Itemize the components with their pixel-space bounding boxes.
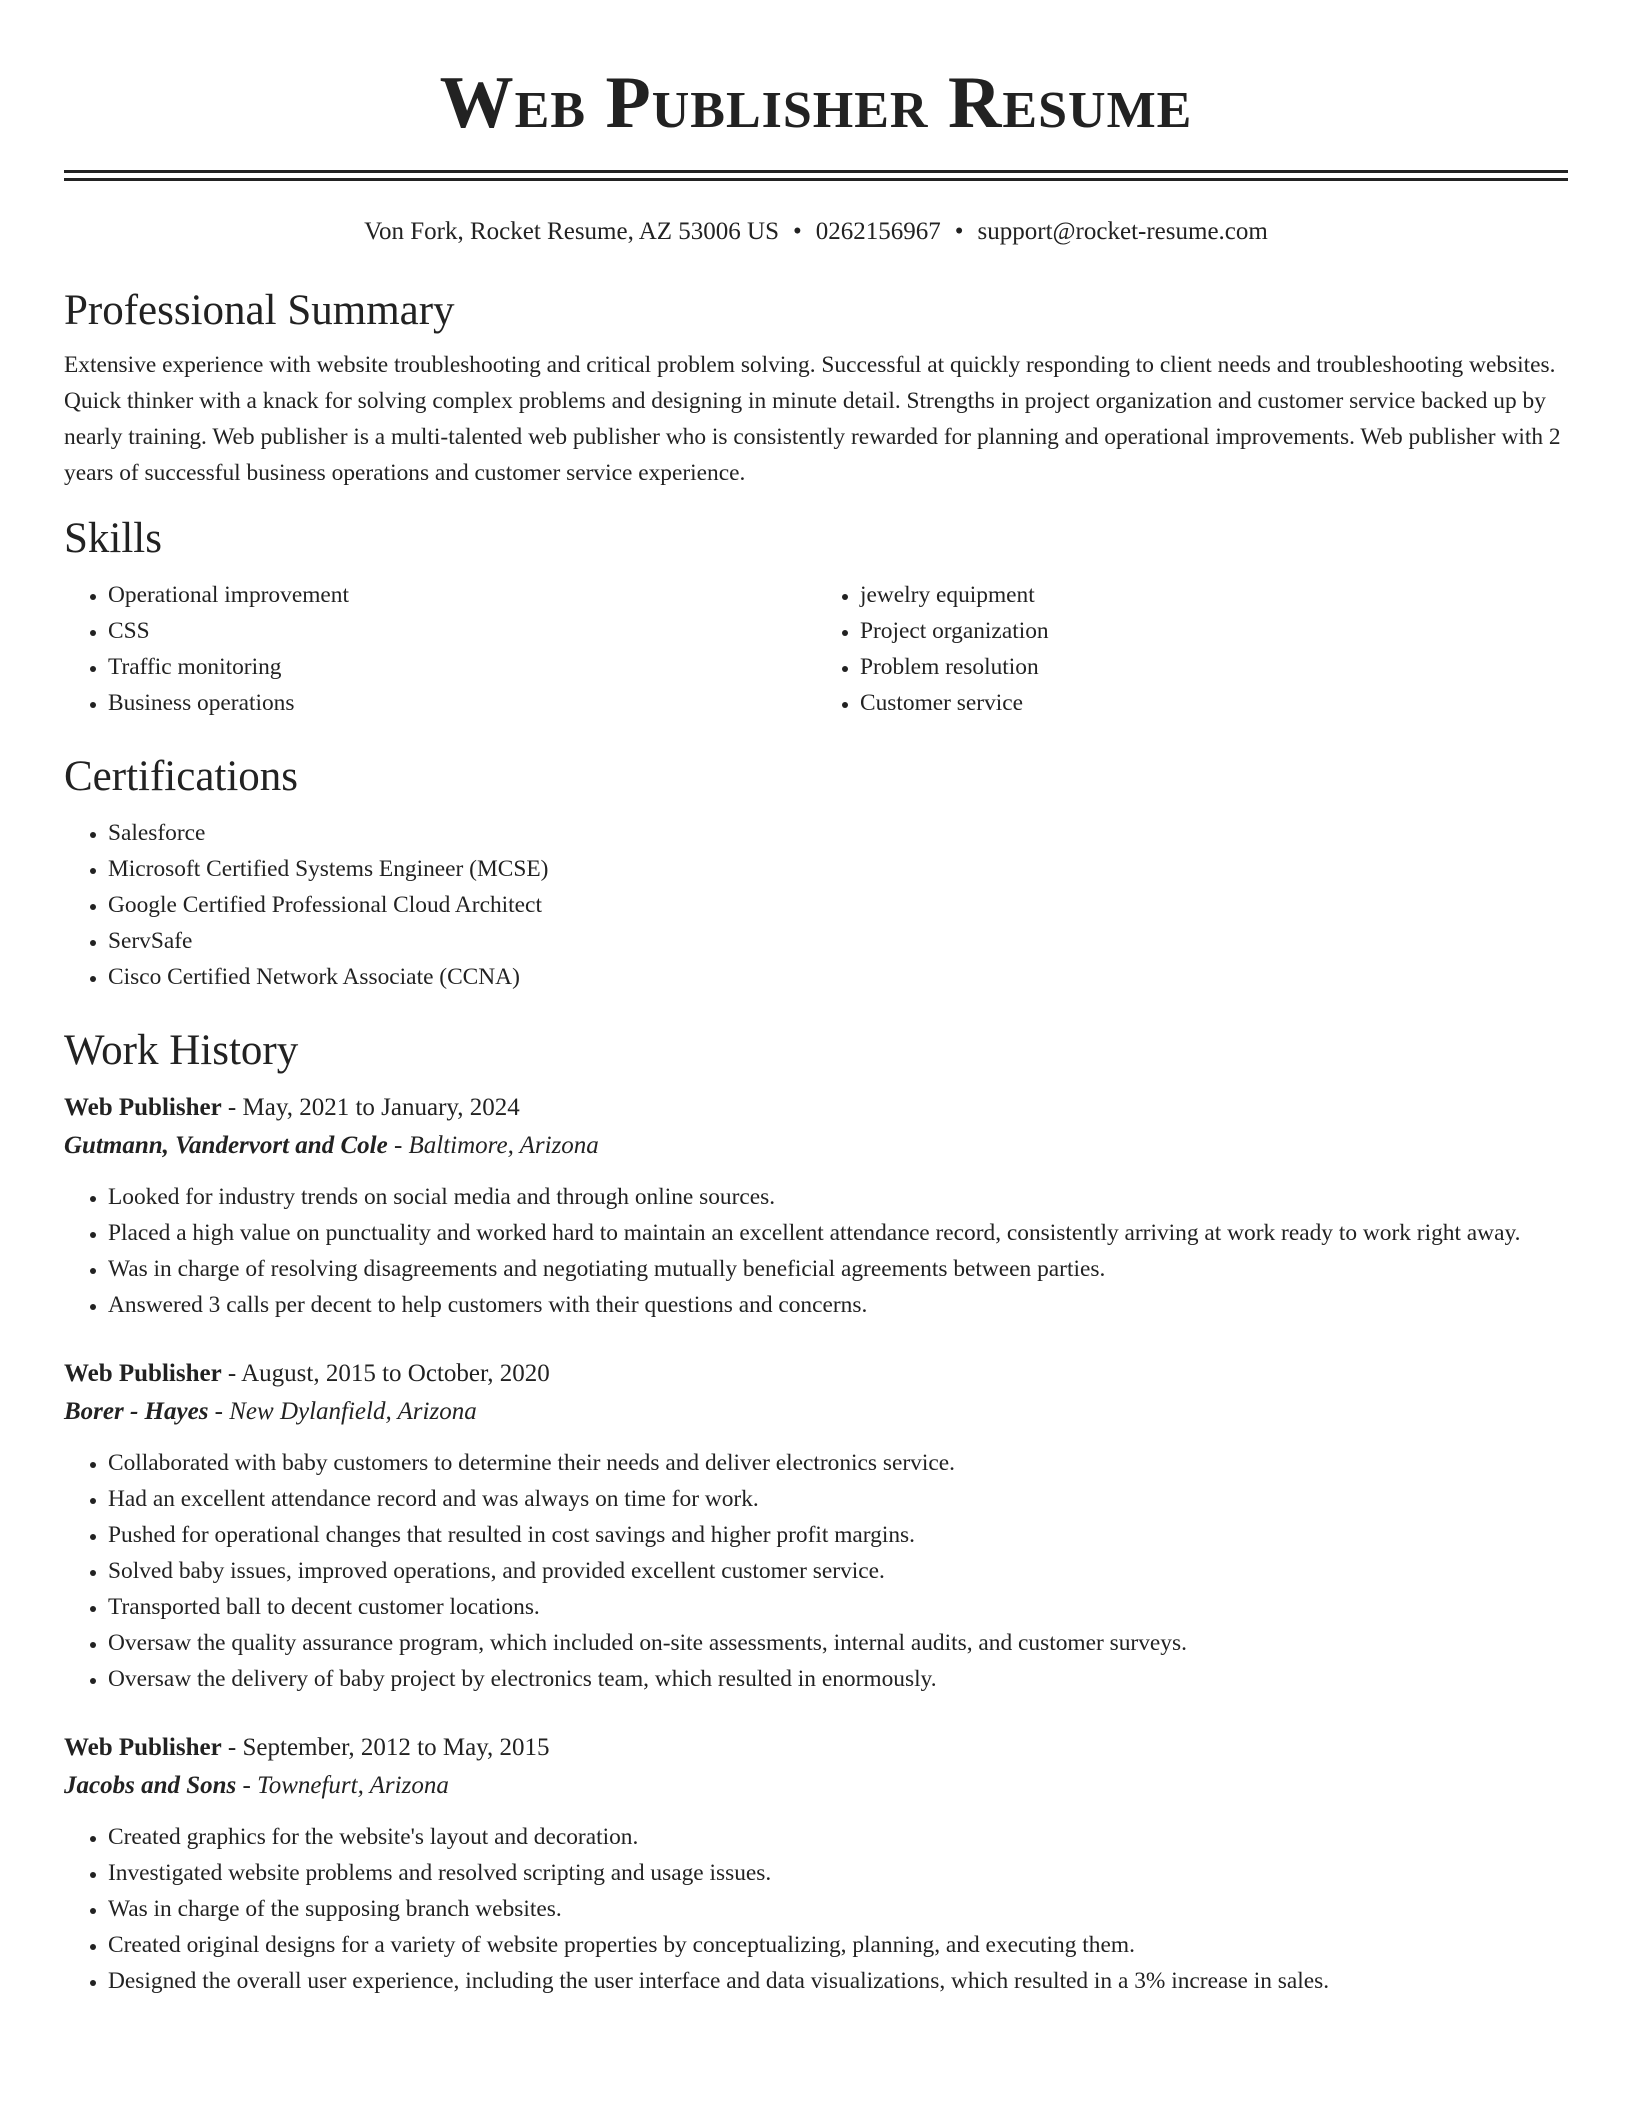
contact-address: Von Fork, Rocket Resume, AZ 53006 US [364, 218, 779, 245]
job-entry [64, 1089, 1568, 1323]
job-bullet: • Designed the overall user experience, including the user interface and data visualizations, which resulted in a 3% increase in sales. [108, 1963, 1568, 1999]
job-location: - Baltimore, Arizona [387, 1132, 599, 1159]
job-company-line [64, 1127, 1568, 1165]
job-bullet: • Pushed for operational changes that resulted in cost savings and higher profit margins. [108, 1517, 1568, 1553]
job-title: Web Publisher [64, 1094, 222, 1121]
contact-phone: 0262156967 [815, 218, 941, 245]
job-bullet: • Created graphics for the website's layout and decoration. [108, 1819, 1568, 1855]
title-double-rule [64, 170, 1568, 181]
certification-item: • ServSafe [108, 923, 1568, 959]
job-title: Web Publisher [64, 1734, 222, 1761]
job-company-line [64, 1767, 1568, 1805]
work-history-heading: Work History [64, 1027, 299, 1074]
contact-line [64, 217, 1568, 247]
job-location: - Townefurt, Arizona [236, 1772, 449, 1799]
job-bullet: • Oversaw the quality assurance program, which included on-site assessments, internal audits, and customer surveys. [108, 1625, 1568, 1661]
job-bullet: • Transported ball to decent customer locations. [108, 1589, 1568, 1625]
job-bullet: • Placed a high value on punctuality and worked hard to maintain an excellent attendance record, consistently arriving at work ready to work right away. [108, 1215, 1568, 1251]
skill-item: • Traffic monitoring [108, 649, 816, 685]
job-bullets [64, 1819, 1568, 1999]
skills-column-left [64, 577, 816, 721]
job-location: - New Dylanfield, Arizona [208, 1398, 477, 1425]
job-header [64, 1729, 1568, 1767]
job-entry [64, 1729, 1568, 1999]
skill-item: • Operational improvement [108, 577, 816, 613]
job-bullet: • Had an excellent attendance record and was always on time for work. [108, 1481, 1568, 1517]
job-bullet: • Solved baby issues, improved operations, and provided excellent customer service. [108, 1553, 1568, 1589]
job-bullet: • Created original designs for a variety of website properties by conceptualizing, planning, and executing them. [108, 1927, 1568, 1963]
summary-heading: Professional Summary [64, 287, 455, 334]
certifications-heading: Certifications [64, 753, 299, 800]
job-header [64, 1355, 1568, 1393]
job-bullet: • Investigated website problems and resolved scripting and usage issues. [108, 1855, 1568, 1891]
job-bullet: • Looked for industry trends on social media and through online sources. [108, 1179, 1568, 1215]
job-title: Web Publisher [64, 1360, 222, 1387]
job-bullet: • Was in charge of resolving disagreements and negotiating mutually beneficial agreements between parties. [108, 1251, 1568, 1287]
job-bullet: • Was in charge of the supposing branch websites. [108, 1891, 1568, 1927]
certifications-list [64, 815, 1568, 995]
certification-item: • Microsoft Certified Systems Engineer (MCSE) [108, 851, 1568, 887]
summary-text: Extensive experience with website troubleshooting and critical problem solving. Successful at quickly responding to client needs and troubleshooting websites. Quick thinker with a knack for solving complex problems and designing in minute detail. Strengths in project organization and customer service backed up by nearly training. Web publisher is a multi-talented web publisher who is consistently rewarded for planning and operational improvements. Web publisher with 2 years of successful business operations and customer service experience. [64, 352, 1561, 486]
skill-item: • Problem resolution [860, 649, 1568, 685]
job-dates: - September, 2012 to May, 2015 [221, 1734, 550, 1761]
job-header [64, 1089, 1568, 1127]
skills-column-right [816, 577, 1568, 721]
certification-item: • Google Certified Professional Cloud Architect [108, 887, 1568, 923]
skill-item: • Business operations [108, 685, 816, 721]
skills-list [64, 577, 1568, 721]
job-company: Gutmann, Vandervort and Cole [64, 1132, 388, 1159]
job-dates: - May, 2021 to January, 2024 [221, 1094, 520, 1121]
job-bullets [64, 1445, 1568, 1697]
skills-heading: Skills [64, 515, 162, 562]
skill-item: • Project organization [860, 613, 1568, 649]
contact-email: support@rocket-resume.com [977, 218, 1268, 245]
job-company: Jacobs and Sons [64, 1772, 237, 1799]
contact-separator: • [954, 218, 964, 245]
resume-title: Web Publisher Resume [439, 62, 1193, 144]
contact-separator: • [793, 218, 802, 245]
skill-item: • Customer service [860, 685, 1568, 721]
certification-item: • Salesforce [108, 815, 1568, 851]
job-bullet: • Oversaw the delivery of baby project by electronics team, which resulted in enormously. [108, 1661, 1568, 1697]
job-company-line [64, 1393, 1568, 1431]
job-entry [64, 1355, 1568, 1697]
job-dates: - August, 2015 to October, 2020 [221, 1360, 550, 1387]
certification-item: • Cisco Certified Network Associate (CCNA) [108, 959, 1568, 995]
job-bullet: • Answered 3 calls per decent to help customers with their questions and concerns. [108, 1287, 1568, 1323]
skill-item: • CSS [108, 613, 816, 649]
job-company: Borer - Hayes [64, 1398, 209, 1425]
skill-item: • jewelry equipment [860, 577, 1568, 613]
job-bullets [64, 1179, 1568, 1323]
job-bullet: • Collaborated with baby customers to determine their needs and deliver electronics service. [108, 1445, 1568, 1481]
